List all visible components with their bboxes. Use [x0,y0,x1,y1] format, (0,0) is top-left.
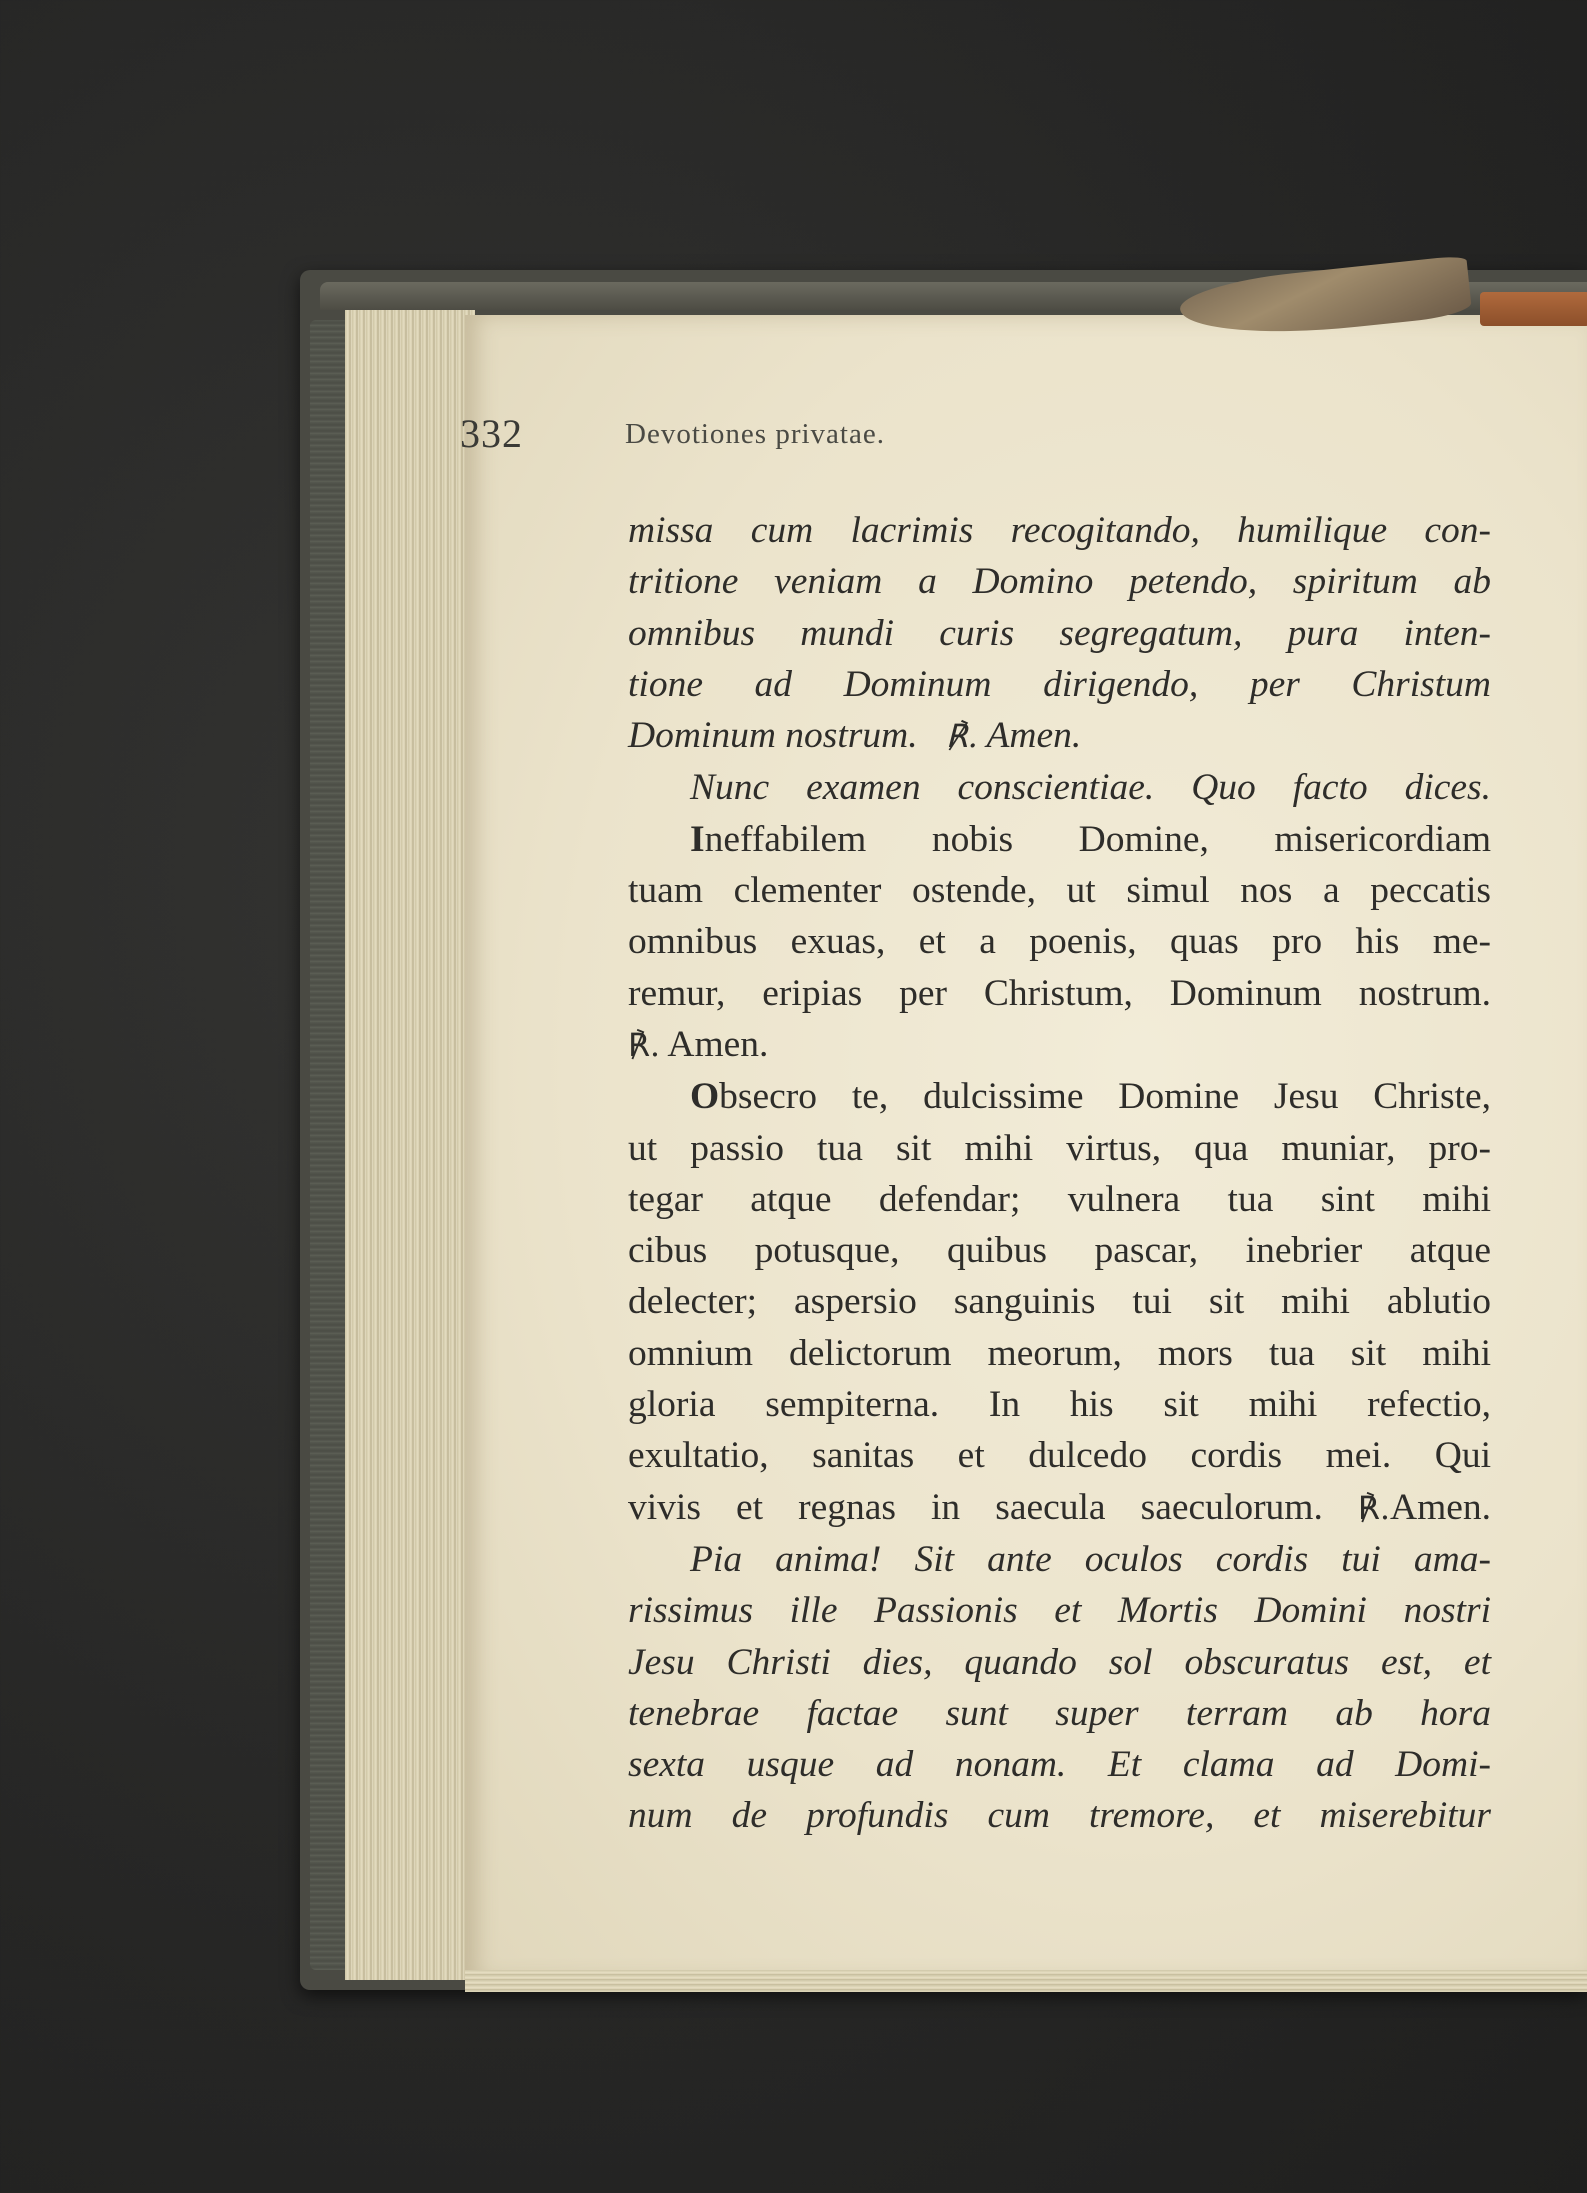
text-segment: neffabilem nobis Domine, misericordiam [704,818,1491,860]
text-line: remur, eripias per Christum, Dominum nostrum. [628,972,1491,1014]
response-symbol: ℟. [628,1025,661,1064]
text-line: tenebrae factae sunt super terram ab hora [628,1692,1491,1734]
page-text [628,505,1491,1842]
text-line: ut passio tua sit mihi virtus, qua muniar, pro- [628,1127,1491,1169]
text-line: omnibus mundi curis segregatum, pura inten- [628,612,1491,654]
initial-letter: O [690,1076,720,1118]
text-line: Nunc examen conscientiae. Quo facto dices. [690,767,1491,809]
text-line: tione ad Dominum dirigendo, per Christum [628,663,1491,705]
running-head: Devotiones privatae. [625,418,885,450]
text-line: cibus potusque, quibus pascar, inebrier atque [628,1230,1491,1272]
response-symbol: ℟. [1357,1488,1390,1527]
text-line: num de profundis cum tremore, et miserebitur [628,1795,1491,1837]
text-segment: Dominum nostrum. [628,715,918,757]
text-line: tuam clementer ostende, ut simul nos a peccatis [628,870,1491,912]
text-segment: bsecro te, dulcissime Domine Jesu Christe, [719,1076,1491,1118]
text-line: Pia anima! Sit ante oculos cordis tui ama- [690,1538,1491,1580]
text-line: gloria sempiterna. In his sit mihi refectio, [628,1384,1491,1426]
text-line: delecter; aspersio sanguinis tui sit mihi ablutio [628,1281,1491,1323]
text-line: missa cum lacrimis recogitando, humilique con- [628,510,1491,551]
text-segment: Amen. [1389,1486,1492,1528]
text-line: tritione veniam a Domino petendo, spiritum ab [628,561,1491,603]
page-bottom-edges [465,1970,1587,1992]
page-header [460,410,1460,460]
page-number: 332 [460,411,523,456]
text-segment: Amen. [667,1023,769,1065]
text-line: omnium delictorum meorum, mors tua sit mihi [628,1332,1491,1374]
text-line: omnibus exuas, et a poenis, quas pro his me- [628,921,1491,963]
text-line: sexta usque ad nonam. Et clama ad Domi- [628,1744,1491,1786]
text-line [628,710,1491,762]
text-segment: vivis et regnas in saecula saeculorum. [628,1486,1323,1528]
bookmark-ribbon-end [1480,292,1587,326]
text-line [628,1071,1491,1122]
text-line: Jesu Christi dies, quando sol obscuratus est, et [628,1641,1491,1683]
text-segment: Amen. [986,715,1082,757]
initial-letter: I [690,818,705,860]
text-line: rissimus ille Passionis et Mortis Domini nostri [628,1590,1491,1632]
text-line [628,814,1491,865]
text-line [628,1482,1491,1534]
page-edges [345,310,475,1980]
text-line: exultatio, sanitas et dulcedo cordis mei. Qui [628,1435,1491,1477]
response-symbol: ℟. [945,717,978,756]
text-line [628,1019,1491,1071]
text-line: tegar atque defendar; vulnera tua sint mihi [628,1178,1491,1220]
